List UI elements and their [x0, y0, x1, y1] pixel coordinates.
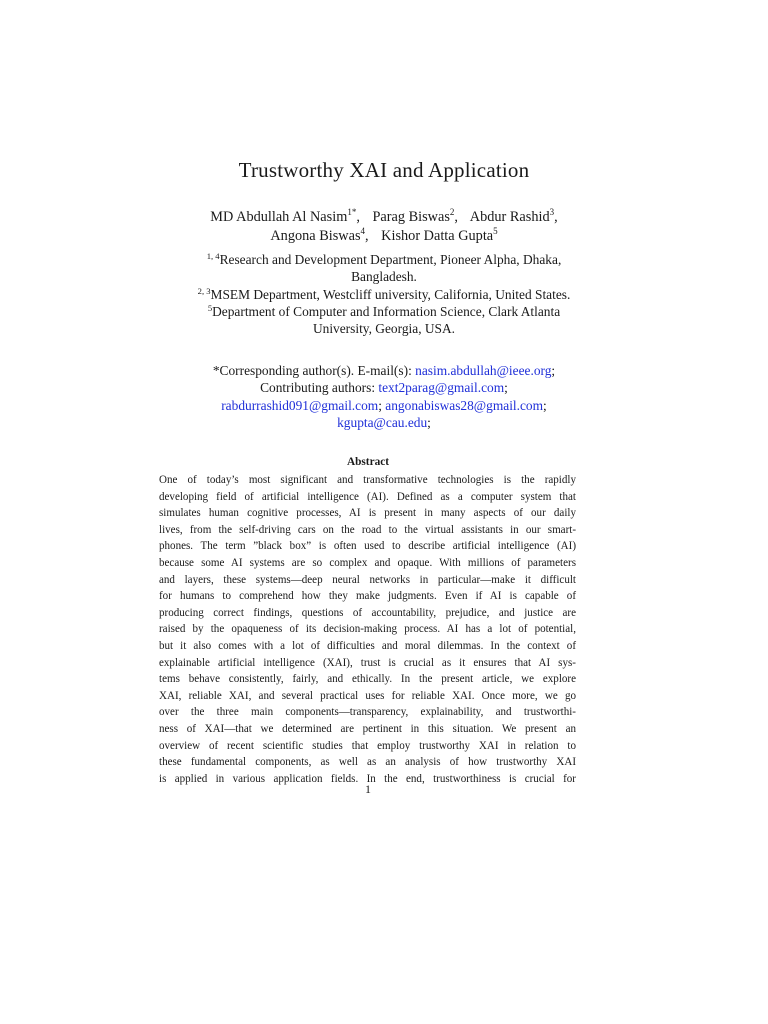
- contact-block: [84, 362, 684, 431]
- email-link[interactable]: text2parag@gmail.com: [378, 380, 505, 396]
- abstract-line: producing correct findings, questions of accountability, prejudice, and justice are: [159, 606, 576, 619]
- email-line: rabdurrashid091@gmail.com; angonabiswas28@gmail.com;: [221, 397, 547, 413]
- abstract-line: but it also comes with a lot of difficulties and moral dilemmas. In the context of: [159, 639, 576, 652]
- affiliation-text: Department of Computer and Information Science, Clark Atlanta: [212, 303, 561, 319]
- affiliation-mark: 2, 3: [197, 285, 211, 296]
- affiliation-mark: 1, 4: [206, 251, 220, 261]
- author-separator: ,: [356, 209, 360, 225]
- affiliation-text: MSEM Department, Westcliff university, California, United States.: [210, 286, 571, 302]
- affiliation-mark: 5: [207, 302, 213, 313]
- author-affiliation-mark: 4: [360, 226, 366, 236]
- affiliation-text: Research and Development Department, Pioneer Alpha, Dhaka,: [219, 252, 562, 267]
- corresponding-label: *Corresponding author(s). E-mail(s):: [212, 363, 416, 378]
- abstract-line: these fundamental components, as well as an analysis of how trustworthy XAI: [159, 756, 576, 769]
- author-affiliation-mark: 5: [493, 226, 498, 236]
- email-line: kgupta@cau.edu;: [337, 414, 431, 430]
- abstract-line: tems behave consistently, fairly, and ethically. In the present article, we explore: [159, 673, 576, 686]
- contributing-authors-line: Contributing authors: text2parag@gmail.com;: [260, 380, 508, 396]
- author-affiliation-mark: 1*: [347, 207, 357, 217]
- affiliation-list: [84, 251, 684, 337]
- author-separator: ,: [365, 228, 369, 244]
- abstract-line: phones. The term ”black box” is often used to describe artificial intelligence (AI): [159, 540, 576, 553]
- abstract-line: ness of XAI—that we determined are pertinent in this situation. We present an: [159, 722, 576, 735]
- author-name: Parag Biswas: [372, 209, 450, 225]
- email-link[interactable]: nasim.abdullah@ieee.org: [415, 363, 552, 378]
- author-line-1: [84, 208, 684, 227]
- author-affiliation-mark: 2: [449, 207, 455, 217]
- email-link[interactable]: kgupta@cau.edu: [337, 414, 428, 430]
- abstract-body: [159, 472, 576, 787]
- affiliation-item: [84, 303, 684, 320]
- abstract-line: and layers, these systems—deep neural networks in particular—make it difficult: [159, 573, 576, 586]
- abstract-line: overview of recent scientific studies that employ trustworthy XAI in relation to: [159, 739, 576, 752]
- affiliation-continuation: University, Georgia, USA.: [312, 321, 456, 337]
- author-name: MD Abdullah Al Nasim: [210, 209, 348, 225]
- affiliation-item: [84, 251, 684, 268]
- abstract-heading: Abstract: [346, 456, 390, 468]
- page-number: 1: [365, 782, 371, 796]
- email-link[interactable]: angonabiswas28@gmail.com: [385, 397, 544, 413]
- contributing-label: Contributing authors:: [260, 380, 379, 396]
- author-name: Angona Biswas: [270, 228, 361, 244]
- author-name: Abdur Rashid: [469, 209, 550, 225]
- abstract-line: developing field of artificial intelligence (AI). Defined as a computer system that: [159, 490, 576, 503]
- abstract-line: explainable artificial intelligence (XAI), trust is crucial as it ensures that AI sys-: [159, 656, 576, 669]
- affiliation-item: [84, 286, 684, 303]
- affiliation-continuation: Bangladesh.: [351, 269, 417, 285]
- corresponding-author-line: *Corresponding author(s). E-mail(s): nasim.abdullah@ieee.org;: [212, 363, 556, 378]
- email-link[interactable]: rabdurrashid091@gmail.com: [221, 397, 379, 413]
- author-separator: ,: [454, 209, 458, 225]
- abstract-line: because some AI systems are so complex and opaque. With millions of parameters: [159, 556, 576, 569]
- abstract-line: raised by the opaqueness of its decision-making process. AI has a lot of potential,: [159, 623, 576, 636]
- abstract-line: simulates human cognitive processes, AI is present in many aspects of our daily: [159, 507, 576, 520]
- abstract-line: One of today’s most significant and transformative technologies is the rapidly: [159, 474, 576, 486]
- abstract-line: XAI, reliable XAI, and several practical uses for reliable XAI. Once more, we go: [159, 689, 576, 702]
- author-separator: ,: [554, 209, 558, 225]
- author-line-2: [84, 227, 684, 246]
- author-list: [84, 208, 684, 246]
- author-name: Kishor Datta Gupta: [381, 228, 494, 244]
- abstract-line: is applied in various application fields. In the end, trustworthiness is crucial for: [159, 772, 576, 785]
- abstract-line: over the three main components—transparency, explainability, and trustworthi-: [159, 706, 576, 719]
- abstract-line: lives, from the self-driving cars on the road to the virtual assistants in our smart-: [159, 523, 576, 536]
- author-affiliation-mark: 3: [549, 207, 555, 217]
- abstract-line: for humans to comprehend how they make judgments. Even if AI is capable of: [159, 590, 576, 603]
- paper-title: Trustworthy XAI and Application: [238, 158, 530, 182]
